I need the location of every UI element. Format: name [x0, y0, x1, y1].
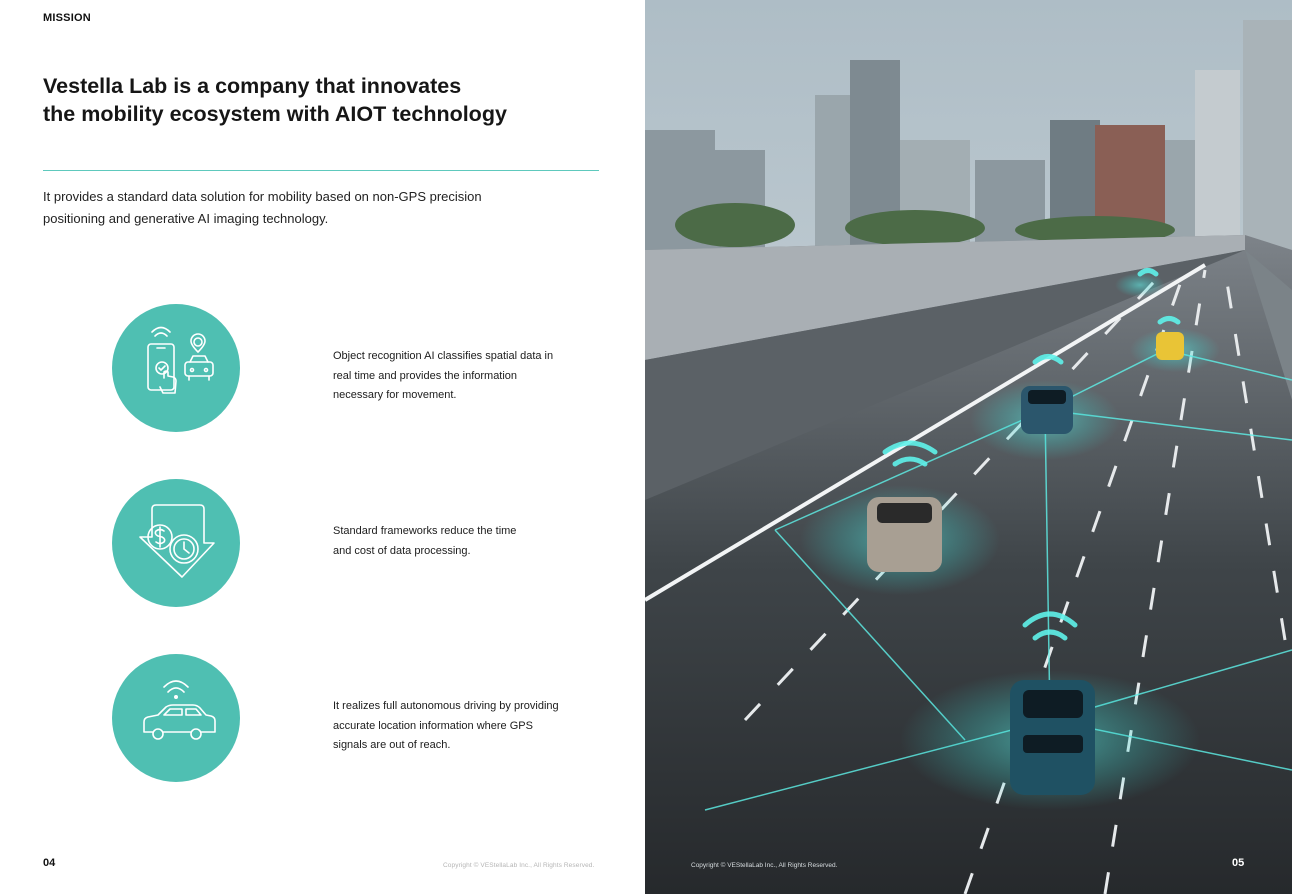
- connected-car-icon: [112, 654, 240, 782]
- feature-3-line-3: signals are out of reach.: [333, 739, 451, 751]
- copyright-left: Copyright © VEStellaLab Inc., All Rights Reserved.: [443, 862, 595, 869]
- feature-1-line-3: necessary for movement.: [333, 389, 457, 401]
- car-yellow-taxi: [1156, 332, 1184, 360]
- feature-2-line-1: Standard frameworks reduce the time: [333, 525, 517, 537]
- feature-3-line-1: It realizes full autonomous driving by providing: [333, 700, 559, 712]
- left-page: [0, 0, 645, 894]
- page-number-right: 05: [1232, 857, 1245, 869]
- feature-1-description: [333, 347, 593, 406]
- car-mid-blue: [1021, 386, 1073, 434]
- feature-3-line-2: accurate location information where GPS: [333, 719, 533, 732]
- feature-1-line-1: Object recognition AI classifies spatial data in: [333, 350, 554, 362]
- smartphone-location-car-icon: [112, 304, 240, 432]
- intro-paragraph: [43, 186, 583, 230]
- intro-line-1: It provides a standard data solution for mobility based on non-GPS precision: [43, 189, 482, 204]
- cost-time-reduction-icon: [112, 479, 240, 607]
- intro-line-2: positioning and generative AI imaging technology.: [43, 211, 329, 226]
- feature-2-description: [333, 522, 593, 561]
- feature-3-badge: [112, 654, 240, 782]
- feature-2-line-2: and cost of data processing.: [333, 544, 471, 557]
- feature-3-description: [333, 697, 593, 756]
- car-front-blue: [1010, 680, 1095, 795]
- car-silver: [867, 497, 942, 572]
- headline-line-1: Vestella Lab is a company that innovates: [43, 74, 462, 98]
- headline: [43, 72, 603, 128]
- feature-1-line-2: real time and provides the information: [333, 369, 518, 382]
- page-number-left: 04: [43, 857, 56, 869]
- section-label: MISSION: [43, 12, 91, 24]
- city-highway-connected-cars-photo: [645, 0, 1292, 894]
- headline-line-2: the mobility ecosystem with AIOT technology: [43, 102, 507, 126]
- feature-2-badge: [112, 479, 240, 607]
- feature-1-badge: [112, 304, 240, 432]
- copyright-right: Copyright © VEStellaLab Inc., All Rights Reserved.: [691, 862, 838, 869]
- teal-divider: [43, 170, 599, 171]
- right-page-photo: [645, 0, 1292, 894]
